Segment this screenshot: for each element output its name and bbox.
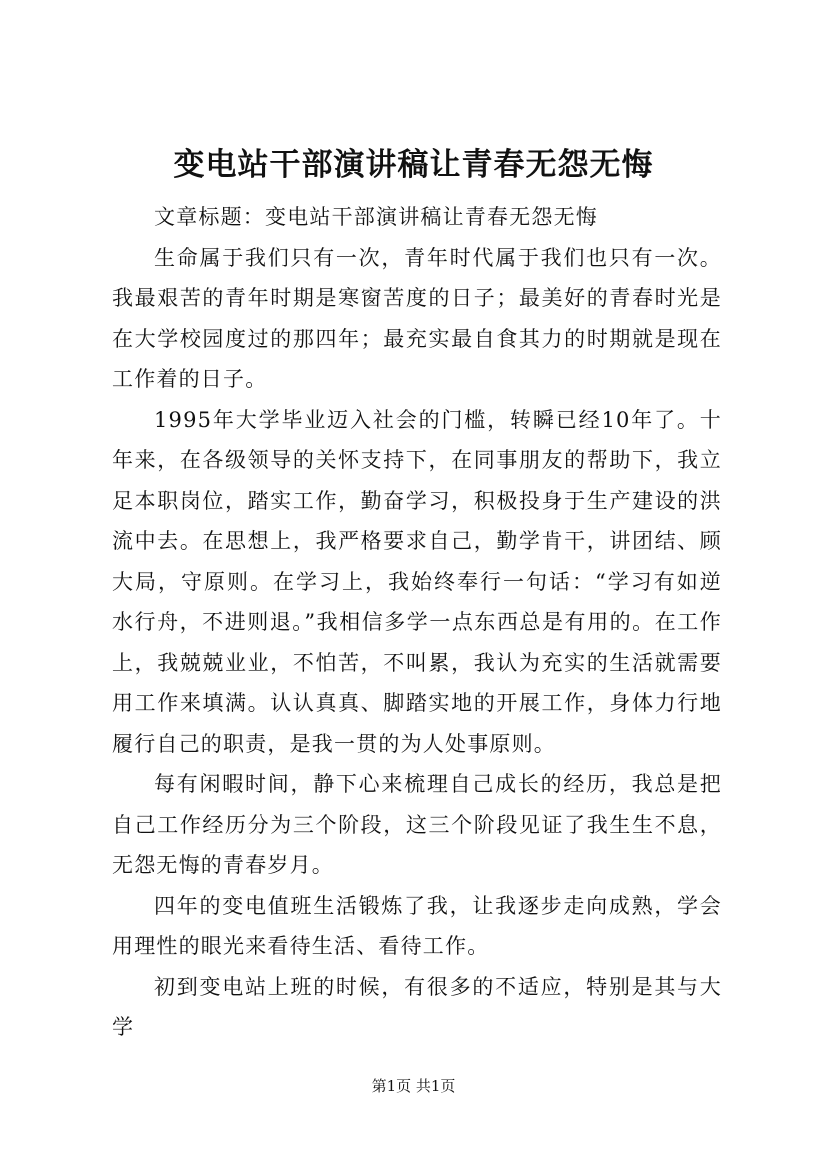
paragraph-4: 四年的变电值班生活锻炼了我，让我逐步走向成熟，学会用理性的眼光来看待生活、看待工作。 bbox=[112, 893, 722, 958]
paragraph-3: 每有闲暇时间，静下心来梳理自己成长的经历，我总是把自己工作经历分为三个阶段，这三个阶段见证了我生生不息，无怨无悔的青春岁月。 bbox=[112, 772, 722, 877]
document-body bbox=[112, 197, 722, 1048]
article-title-line: 文章标题：变电站干部演讲稿让青春无怨无悔 bbox=[154, 205, 598, 229]
page-footer: 第1页 共1页 bbox=[371, 1077, 456, 1095]
paragraph-2: 1995年大学毕业迈入社会的门槛，转瞬已经10年了。十年来，在各级领导的关怀支持下，在同事朋友的帮助下，我立足本职岗位，踏实工作，勤奋学习，积极投身于生产建设的洪流中去。在思想上，我严格要求自己，勤学肯干，讲团结、顾大局，守原则。在学习上，我始终奉行一句话：“学习有如逆水行舟，不进则退。”我相信多学一点东西总是有用的。在工作上，我兢兢业业，不怕苦，不叫累，我认为充实的生活就需要用工作来填满。认认真真、脚踏实地的开展工作，身体力行地履行自己的职责，是我一贯的为人处事原则。 bbox=[112, 407, 722, 756]
document-title: 变电站干部演讲稿让青春无怨无悔 bbox=[173, 147, 654, 183]
paragraph-5: 初到变电站上班的时候，有很多的不适应，特别是其与大学 bbox=[112, 974, 722, 1039]
paragraph-1: 生命属于我们只有一次，青年时代属于我们也只有一次。我最艰苦的青年时期是寒窗苦度的日子；最美好的青春时光是在大学校园度过的那四年；最充实最自食其力的时期就是现在工作着的日子。 bbox=[112, 245, 722, 391]
